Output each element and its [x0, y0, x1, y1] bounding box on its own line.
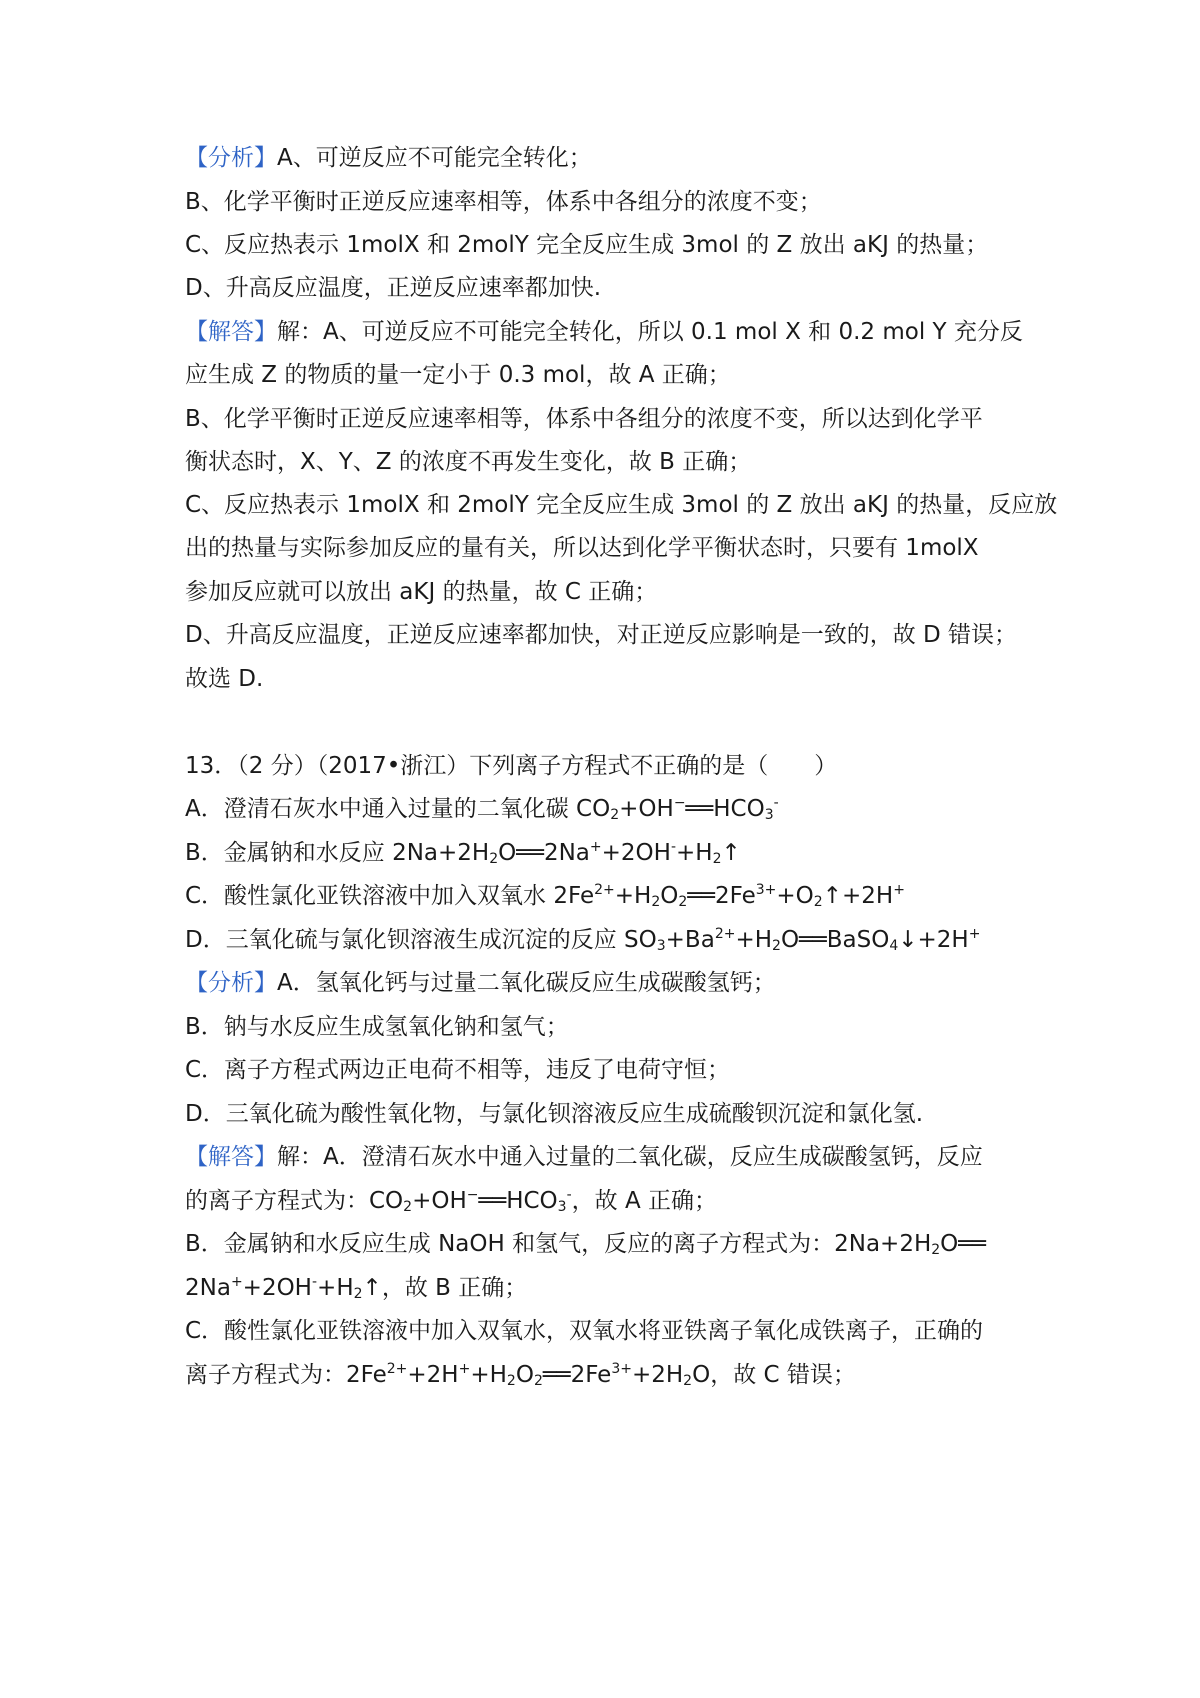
- equation: $2Na+2H_2O══$: [834, 1231, 986, 1258]
- q13-analysis-a: 【分析】A．氢氧化钙与过量二氧化碳反应生成碳酸氢钙；: [185, 970, 776, 996]
- q12-answer-b2: 衡状态时，X、Y、Z 的浓度不再发生变化，故 B 正确；: [185, 449, 752, 475]
- q13-answer-b1: B．金属钠和水反应生成 NaOH 和氢气，反应的离子方程式为：$2Na+2H_2O══$: [185, 1231, 986, 1258]
- q13-option-b: B．金属钠和水反应 $2Na+2H_2O══2Na^++2OH^-+H_2↑$: [185, 839, 741, 867]
- q12-analysis-d: D、升高反应温度，正逆反应速率都加快.: [185, 275, 602, 301]
- q12-answer-choice: 故选 D.: [185, 666, 264, 692]
- q13-answer-c1: C．酸性氯化亚铁溶液中加入双氧水，双氧水将亚铁离子氧化成铁离子，正确的: [185, 1318, 984, 1344]
- q13-answer-c2: 离子方程式为：$2Fe^{2+}+2H^++H_2O_2══2Fe^{3+}+2H_2O$，故 C 错误；: [185, 1361, 856, 1389]
- equation: $SO_3+Ba^{2+}+H_2O══BaSO_4↓+2H^+$: [624, 926, 981, 954]
- equation: $2Fe^{2+}+H_2O_2══2Fe^{3+}+O_2↑+2H^+$: [553, 882, 905, 910]
- q13-answer-a2: 的离子方程式为：$CO_2+OH^-══HCO_3^-$，故 A 正确；: [185, 1187, 717, 1215]
- q13-answer-a1: 【解答】解：A．澄清石灰水中通入过量的二氧化碳，反应生成碳酸氢钙，反应: [185, 1144, 983, 1170]
- answer-tag: 【解答】: [185, 319, 277, 345]
- q12-answer-a2: 应生成 Z 的物质的量一定小于 0.3 mol，故 A 正确；: [185, 362, 731, 388]
- q12-answer-c2: 出的热量与实际参加反应的量有关，所以达到化学平衡状态时，只要有 1molX: [185, 535, 979, 561]
- analysis-tag: 【分析】: [185, 970, 277, 996]
- q13-stem: 13．（2 分）（2017•浙江）下列离子方程式不正确的是（ ）: [185, 753, 838, 779]
- q12-analysis-b: B、化学平衡时正逆反应速率相等，体系中各组分的浓度不变；: [185, 189, 822, 215]
- q13-option-c: C．酸性氯化亚铁溶液中加入双氧水 $2Fe^{2+}+H_2O_2══2Fe^{3+}+O_2↑+2H^+$: [185, 882, 905, 910]
- equation: $2Fe^{2+}+2H^++H_2O_2══2Fe^{3+}+2H_2O$: [346, 1361, 711, 1389]
- q12-analysis-a: 【分析】A、可逆反应不可能完全转化；: [185, 145, 592, 171]
- equation: $CO_2+OH^-══HCO_3^-$: [369, 1187, 572, 1215]
- q13-option-d: D．三氧化硫与氯化钡溶液生成沉淀的反应 $SO_3+Ba^{2+}+H_2O══BaSO_4↓+2H^+$: [185, 926, 981, 954]
- q12-answer-a1: 【解答】解：A、可逆反应不可能完全转化，所以 0.1 mol X 和 0.2 mol Y 充分反: [185, 319, 1023, 345]
- q13-analysis-d: D．三氧化硫为酸性氧化物，与氯化钡溶液反应生成硫酸钡沉淀和氯化氢.: [185, 1101, 924, 1127]
- q13-option-a: A．澄清石灰水中通入过量的二氧化碳 $CO_2+OH^-══HCO_3^-$: [185, 795, 779, 823]
- equation: $2Na^++2OH^-+H_2↑$: [185, 1274, 382, 1302]
- answer-tag: 【解答】: [185, 1144, 277, 1170]
- q12-answer-c3: 参加反应就可以放出 aKJ 的热量，故 C 正确；: [185, 579, 658, 605]
- q12-answer-d: D、升高反应温度，正逆反应速率都加快，对正逆反应影响是一致的，故 D 错误；: [185, 622, 1018, 648]
- analysis-tag: 【分析】: [185, 145, 277, 171]
- q12-analysis-c: C、反应热表示 1molX 和 2molY 完全反应生成 3mol 的 Z 放出 aKJ 的热量；: [185, 232, 989, 258]
- q13-analysis-b: B．钠与水反应生成氢氧化钠和氢气；: [185, 1014, 569, 1040]
- equation: $CO_2+OH^-══HCO_3^-$: [576, 795, 779, 823]
- q13-answer-b2: $2Na^++2OH^-+H_2↑$，故 B 正确；: [185, 1274, 528, 1302]
- equation: $2Na+2H_2O══2Na^++2OH^-+H_2↑$: [392, 839, 741, 867]
- q12-answer-b1: B、化学平衡时正逆反应速率相等，体系中各组分的浓度不变，所以达到化学平: [185, 406, 983, 432]
- q12-answer-c1: C、反应热表示 1molX 和 2molY 完全反应生成 3mol 的 Z 放出 aKJ 的热量，反应放: [185, 492, 1058, 518]
- q13-analysis-c: C．离子方程式两边正电荷不相等，违反了电荷守恒；: [185, 1057, 731, 1083]
